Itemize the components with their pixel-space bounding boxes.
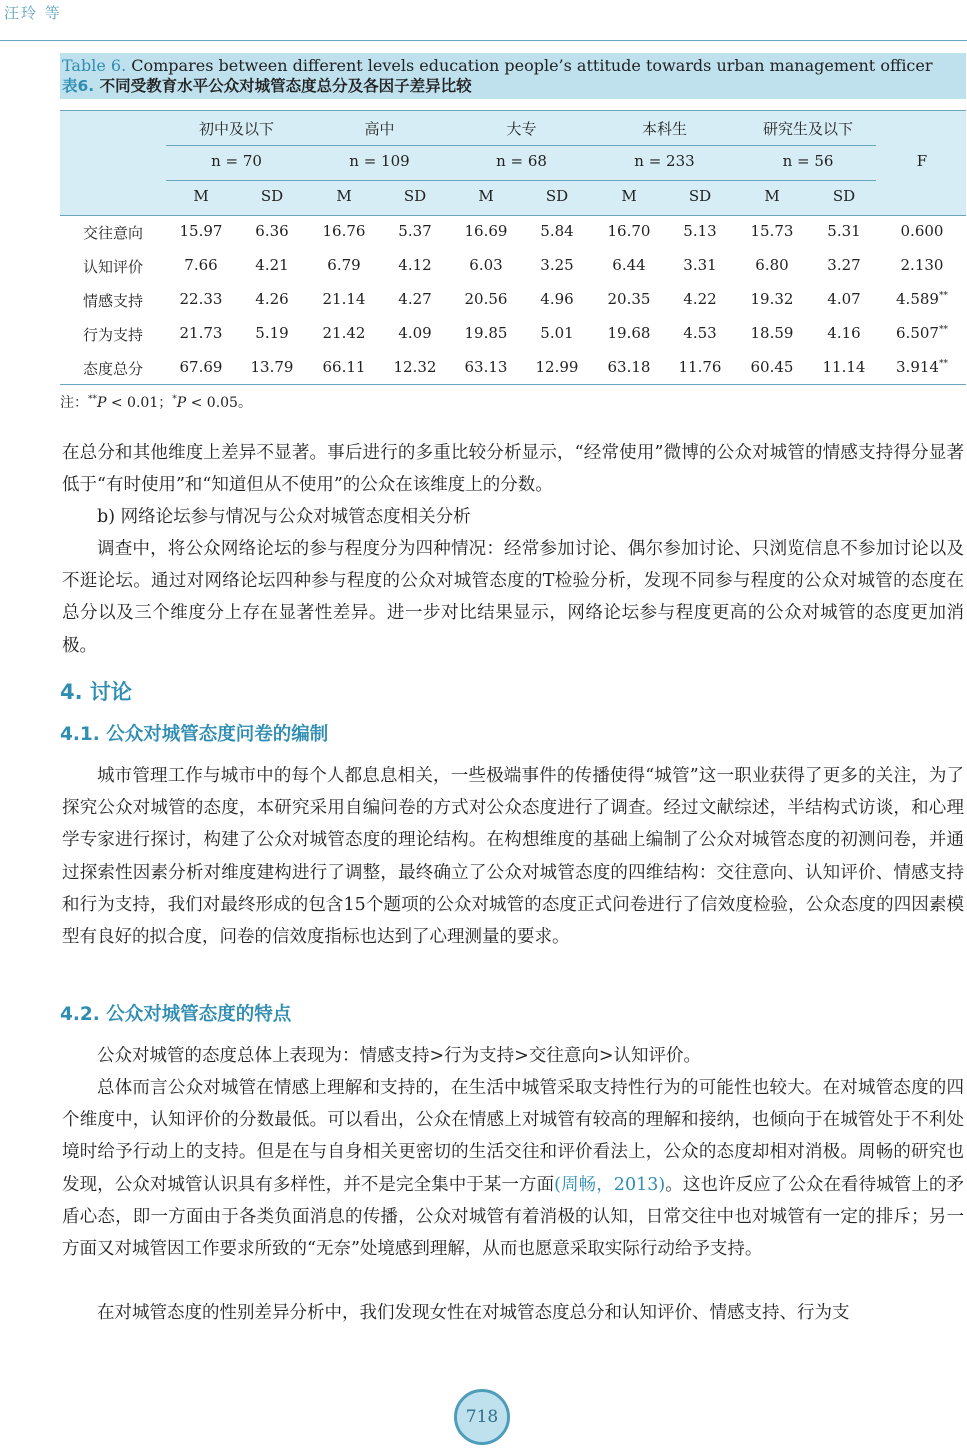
table-cell: 6.03 [469, 256, 503, 274]
table-cell: 22.33 [179, 290, 223, 308]
table-cell: 12.99 [535, 358, 579, 376]
col-m-header: M [764, 187, 780, 205]
row-label: 交往意向 [82, 224, 143, 242]
table-cell: 7.66 [184, 256, 218, 274]
col-m-header: M [621, 187, 637, 205]
col-sd-header: SD [832, 187, 856, 205]
table-cell: 4.27 [398, 290, 432, 308]
section-heading-4: 4. 讨论 [60, 680, 132, 704]
table-cell: 4.26 [255, 290, 289, 308]
caption-cn-label: 表6. [62, 77, 95, 95]
table-cell: 21.42 [322, 324, 366, 342]
table-cell: 20.35 [607, 290, 651, 308]
paragraph-features-text: 总体而言公众对城管在情感上理解和支持的，在生活中城管采取支持性行为的可能性也较大。在对城管态度的四个维度中，认知评价的分数最低。可以看出，公众在情感上对城管有较高的理解和接纳，也倾向于在城管处于不利处境时给予行动上的支持。但是在与自身相关更密切的生活交往和评价看法上，公众的态度却相对消极。周畅的研究也发现，公众对城管认识具有多样性，并不是完全集中于某一方面 [62, 1078, 964, 1195]
caption-chinese [62, 76, 960, 96]
table-cell: 63.13 [464, 358, 508, 376]
table-cell: 13.79 [250, 358, 294, 376]
group-header: 研究生及以下 [762, 120, 853, 138]
col-sd-header: SD [688, 187, 712, 205]
table-cell: 20.56 [464, 290, 508, 308]
note-p2: P [176, 395, 187, 411]
f-value [882, 358, 962, 376]
table-cell: 3.25 [540, 256, 574, 274]
table-cell: 16.70 [607, 222, 651, 240]
table-cell: 4.16 [827, 324, 861, 342]
table-top-rule [60, 110, 966, 111]
col-m-header: M [336, 187, 352, 205]
f-number: 0.600 [900, 222, 944, 240]
citation-link[interactable]: (周畅，2013) [554, 1174, 666, 1195]
table-cell: 63.18 [607, 358, 651, 376]
table-cell: 60.45 [750, 358, 794, 376]
table-cell: 19.32 [750, 290, 794, 308]
col-sd-header: SD [545, 187, 569, 205]
table-cell: 21.73 [179, 324, 223, 342]
table-cell: 67.69 [179, 358, 223, 376]
table-cell: 5.19 [255, 324, 289, 342]
table-cell: 21.14 [322, 290, 366, 308]
significance-marker: ** [938, 325, 948, 335]
row-label: 情感支持 [82, 292, 143, 310]
section-heading-4-1: 4.1. 公众对城管态度问卷的编制 [60, 724, 329, 745]
table-sub-rule [166, 180, 876, 181]
col-m-header: M [193, 187, 209, 205]
table-caption [60, 53, 966, 99]
row-label: 认知评价 [82, 258, 143, 276]
table-cell: 3.27 [827, 256, 861, 274]
group-header: 大专 [506, 120, 537, 138]
col-sd-header: SD [260, 187, 284, 205]
row-label: 行为支持 [82, 326, 143, 344]
table-cell: 19.68 [607, 324, 651, 342]
group-n: n = 109 [349, 152, 410, 170]
table-cell: 16.69 [464, 222, 508, 240]
table-cell: 19.85 [464, 324, 508, 342]
table-cell: 16.76 [322, 222, 366, 240]
table-cell: 15.97 [179, 222, 223, 240]
subsection-b-heading: b) 网络论坛参与情况与公众对城管态度相关分析 [97, 507, 471, 527]
table-cell: 15.73 [750, 222, 794, 240]
table-cell: 5.31 [827, 222, 861, 240]
note-p1: P [97, 395, 107, 411]
table-cell: 11.14 [822, 358, 866, 376]
group-n: n = 233 [634, 152, 695, 170]
paragraph-overall: 公众对城管的态度总体上表现为：情感支持>行为支持>交往意向>认知评价。 [97, 1046, 701, 1066]
table-cell: 4.96 [540, 290, 574, 308]
group-header: 初中及以下 [198, 120, 274, 138]
paragraph-features [62, 1072, 964, 1265]
group-header: 本科生 [641, 120, 687, 138]
caption-cn-text: 不同受教育水平公众对城管态度总分及各因子差异比较 [94, 77, 472, 95]
caption-english [62, 56, 960, 76]
table-cell: 6.80 [755, 256, 789, 274]
table-note [60, 392, 252, 412]
table-cell: 6.44 [612, 256, 646, 274]
significance-marker: ** [938, 359, 948, 369]
f-number: 2.130 [900, 256, 944, 274]
note-text-2: < 0.05。 [186, 395, 252, 411]
significance-marker: ** [938, 291, 948, 301]
group-header: 高中 [364, 120, 395, 138]
table-cell: 6.79 [327, 256, 361, 274]
table-header-rule [60, 215, 966, 216]
f-value [882, 290, 962, 308]
table-cell: 5.01 [540, 324, 574, 342]
paragraph-gender: 在对城管态度的性别差异分析中，我们发现女性在对城管态度总分和认知评价、情感支持、行为支 [97, 1303, 850, 1323]
caption-en-text: Compares between different levels education people’s attitude towards urban management officer [126, 56, 933, 75]
caption-en-label: Table 6. [62, 56, 127, 75]
note-text-1: < 0.01； [106, 395, 173, 411]
running-head-authors: 汪玲 等 [4, 4, 62, 22]
col-sd-header: SD [403, 187, 427, 205]
page-number-badge: 718 [454, 1389, 510, 1445]
table-cell: 4.22 [683, 290, 717, 308]
col-m-header: M [478, 187, 494, 205]
note-sig-single: * [172, 394, 177, 405]
note-prefix: 注： [60, 395, 88, 411]
f-value [882, 256, 962, 274]
table-cell: 11.76 [678, 358, 722, 376]
table-cell: 5.84 [540, 222, 574, 240]
table-cell: 3.31 [683, 256, 717, 274]
f-value [882, 324, 962, 342]
f-number: 6.507 [896, 324, 939, 342]
table-cell: 6.36 [255, 222, 289, 240]
row-label: 态度总分 [82, 360, 143, 378]
table-cell: 18.59 [750, 324, 794, 342]
paragraph-features-text-2: 。这也许反应了公众在看待城管上的矛盾心态，即一方面由于各类负面消息的传播，公众对城管有着消极的认知，日常交往中也对城管有一定的排斥；另一方面又对城管因工作要求所致的“无奈”处境感到理解，从而也愿意采取实际行动给予支持。 [62, 1174, 965, 1260]
f-number: 3.914 [896, 358, 939, 376]
running-head [0, 0, 967, 41]
table-cell: 5.37 [398, 222, 432, 240]
col-f-header: F [916, 152, 928, 170]
table-cell: 66.11 [322, 358, 366, 376]
table-bottom-rule [60, 384, 966, 385]
table-cell: 4.12 [398, 256, 432, 274]
table-cell: 4.53 [683, 324, 717, 342]
table-cell: 4.09 [398, 324, 432, 342]
section-heading-4-2: 4.2. 公众对城管态度的特点 [60, 1004, 292, 1025]
f-number: 4.589 [896, 290, 939, 308]
table-cell: 4.07 [827, 290, 861, 308]
group-n: n = 68 [496, 152, 547, 170]
paragraph-questionnaire: 城市管理工作与城市中的每个人都息息相关，一些极端事件的传播使得“城管”这一职业获得了更多的关注，为了探究公众对城管的态度，本研究采用自编问卷的方式对公众态度进行了调查。经过文献综述，半结构式访谈，和心理学专家进行探讨，构建了公众对城管态度的理论结构。在构想维度的基础上编制了公众对城管态度的初测问卷，并通过探索性因素分析对维度建构进行了调整，最终确立了公众对城管态度的四维结构：交往意向、认知评价、情感支持和行为支持，我们对最终形成的包含15个题项的公众对城管的态度正式问卷进行了信效度检验，公众态度的四因素模型有良好的拟合度，问卷的信效度指标也达到了心理测量的要求。 [62, 766, 964, 948]
paragraph-continuation: 在总分和其他维度上差异不显著。事后进行的多重比较分析显示，“经常使用”微博的公众对城管的情感支持得分显著低于“有时使用”和“知道但从不使用”的公众在该维度上的分数。 [62, 443, 964, 496]
f-value [882, 222, 962, 240]
note-sig-double: ** [88, 394, 97, 405]
group-n: n = 70 [211, 152, 262, 170]
paragraph-forum: 调查中，将公众网络论坛的参与程度分为四种情况：经常参加讨论、偶尔参加讨论、只浏览信息不参加讨论以及不逛论坛。通过对网络论坛四种参与程度的公众对城管态度的T检验分析，发现不同参与程度的公众对城管的态度在总分以及三个维度分上存在显著性差异。进一步对比结果显示，网络论坛参与程度更高的公众对城管的态度更加消极。 [62, 539, 964, 656]
table-sub-rule [166, 145, 876, 146]
group-n: n = 56 [782, 152, 834, 170]
table-cell: 12.32 [393, 358, 437, 376]
table-cell: 5.13 [683, 222, 717, 240]
table-cell: 4.21 [255, 256, 289, 274]
